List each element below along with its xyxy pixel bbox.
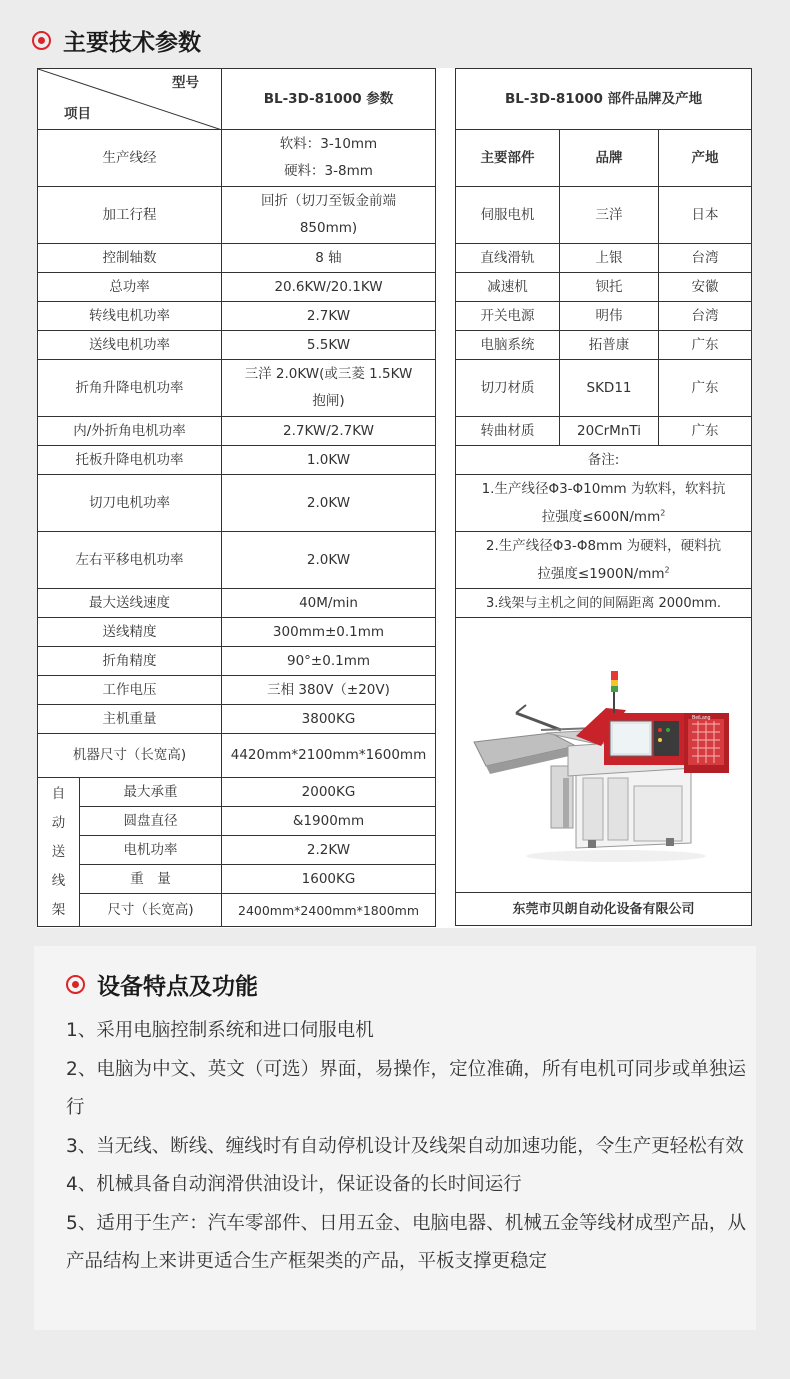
superscript: 2	[660, 508, 666, 518]
notes-title: 备注:	[456, 446, 752, 475]
row-label: 内/外折角电机功率	[38, 417, 222, 446]
parts-table-title: BL-3D-81000 部件品牌及产地	[456, 69, 752, 130]
group-char: 动	[51, 814, 66, 831]
row-value: 5.5KW	[222, 331, 436, 360]
row-value: 1.0KW	[222, 446, 436, 475]
row-label: 送线电机功率	[38, 331, 222, 360]
row-value: 20.6KW/20.1KW	[222, 273, 436, 302]
row-label: 托板升降电机功率	[38, 446, 222, 475]
list-item: 3、当无线、断线、缠线时有自动停机设计及线架自动加速功能，令生产更轻松有效	[66, 1135, 744, 1157]
row-label: 最大送线速度	[38, 589, 222, 618]
spec-table	[37, 68, 436, 927]
row-value: 3800KG	[222, 705, 436, 734]
group-row-label: 电机功率	[80, 836, 222, 865]
col-header-brand: 品牌	[560, 130, 659, 187]
row-label: 控制轴数	[38, 244, 222, 273]
brand-cell: 三洋	[560, 187, 659, 244]
note-text: 拉强度≤1900N/mm	[537, 566, 665, 582]
value-line: 三洋 2.0KW(或三菱 1.5KW	[244, 366, 413, 382]
value-line: 850mm)	[299, 220, 358, 236]
list-item: 4、机械具备自动润滑供油设计，保证设备的长时间运行	[66, 1174, 522, 1195]
part-cell: 直线滑轨	[456, 244, 560, 273]
origin-cell: 广东	[659, 360, 752, 417]
row-value: 2.7KW/2.7KW	[222, 417, 436, 446]
brand-cell: 明伟	[560, 302, 659, 331]
header-model-label: 型号	[172, 75, 199, 91]
row-label: 转线电机功率	[38, 302, 222, 331]
value-line: 回折（切刀至钣金前端	[261, 193, 396, 209]
list-item: 5、适用于生产：汽车零部件、日用五金、电脑电器、机械五金等线材成型产品，从产品结构上来讲更适合生产框架类的产品，平板支撑更稳定	[66, 1212, 746, 1272]
origin-cell: 广东	[659, 417, 752, 446]
note-2	[456, 532, 752, 589]
row-label: 生产线经	[38, 130, 222, 187]
list-item: 2、电脑为中文、英文（可选）界面，易操作，定位准确，所有电机可同步或单独运行	[66, 1058, 746, 1118]
group-row-value: 2000KG	[222, 778, 436, 807]
group-row-label: 重 量	[80, 865, 222, 894]
note-line: 2.生产线径Φ3-Φ8mm 为硬料，硬料抗	[485, 538, 722, 554]
row-label: 左右平移电机功率	[38, 532, 222, 589]
row-label: 切刀电机功率	[38, 475, 222, 532]
group-row-label: 最大承重	[80, 778, 222, 807]
group-row-value: 1600KG	[222, 865, 436, 894]
row-value: 三相 380V（±20V)	[222, 676, 436, 705]
group-row-value: 2400mm*2400mm*1800mm	[222, 894, 436, 927]
group-label-auto-feeder	[38, 778, 80, 927]
machine-brand-label: BeiLang	[692, 715, 711, 721]
part-cell: 电脑系统	[456, 331, 560, 360]
part-cell: 开关电源	[456, 302, 560, 331]
row-value: 300mm±0.1mm	[222, 618, 436, 647]
origin-cell: 广东	[659, 331, 752, 360]
origin-cell: 台湾	[659, 302, 752, 331]
wire-bending-machine-illustration	[456, 618, 752, 893]
row-value: 2.0KW	[222, 475, 436, 532]
part-cell: 减速机	[456, 273, 560, 302]
row-label: 折角升降电机功率	[38, 360, 222, 417]
value-line: 软料：3-10mm	[279, 136, 378, 152]
section-title-specs	[32, 24, 201, 57]
target-icon	[66, 975, 85, 994]
col-header-part: 主要部件	[456, 130, 560, 187]
header-diagonal-cell	[38, 69, 222, 130]
group-row-value: 2.2KW	[222, 836, 436, 865]
origin-cell: 台湾	[659, 244, 752, 273]
col-header-origin: 产地	[659, 130, 752, 187]
note-text: 拉强度≤600N/mm	[541, 509, 661, 525]
brand-cell: 上银	[560, 244, 659, 273]
note-line	[459, 503, 748, 531]
value-line: 硬料：3-8mm	[284, 163, 373, 179]
header-item-label: 项目	[64, 106, 91, 122]
row-value: 40M/min	[222, 589, 436, 618]
row-label: 主机重量	[38, 705, 222, 734]
company-name: 东莞市贝朗自动化设备有限公司	[456, 893, 752, 926]
part-cell: 切刀材质	[456, 360, 560, 417]
row-value	[222, 360, 436, 417]
header-model-col: BL-3D-81000 参数	[222, 69, 436, 130]
row-label: 总功率	[38, 273, 222, 302]
section-title-text: 设备特点及功能	[97, 974, 258, 1000]
superscript: 2	[664, 565, 670, 575]
note-1	[456, 475, 752, 532]
brand-cell: 20CrMnTi	[560, 417, 659, 446]
note-line: 1.生产线径Φ3-Φ10mm 为软料，软料抗	[481, 481, 726, 497]
row-label: 送线精度	[38, 618, 222, 647]
group-char: 自	[51, 785, 66, 802]
feature-list	[66, 1012, 746, 1282]
group-row-label: 尺寸（长宽高)	[80, 894, 222, 927]
part-cell: 伺服电机	[456, 187, 560, 244]
origin-cell: 安徽	[659, 273, 752, 302]
row-label: 机器尺寸（长宽高)	[38, 734, 222, 778]
group-char: 送	[51, 843, 66, 860]
group-row-label: 圆盘直径	[80, 807, 222, 836]
group-char: 线	[51, 872, 66, 889]
note-line	[459, 560, 748, 588]
row-value: 90°±0.1mm	[222, 647, 436, 676]
list-item: 1、采用电脑控制系统和进口伺服电机	[66, 1020, 374, 1041]
row-value: 8 轴	[222, 244, 436, 273]
parts-table	[455, 68, 752, 926]
row-value	[222, 187, 436, 244]
row-label: 加工行程	[38, 187, 222, 244]
part-cell: 转曲材质	[456, 417, 560, 446]
section-title-text: 主要技术参数	[63, 30, 201, 56]
brand-cell: 拓普康	[560, 331, 659, 360]
brand-cell: SKD11	[560, 360, 659, 417]
row-value: 2.7KW	[222, 302, 436, 331]
row-value: 2.0KW	[222, 532, 436, 589]
section-title-features	[66, 968, 258, 1001]
note-3: 3.线架与主机之间的间隔距离 2000mm.	[456, 589, 752, 618]
row-label: 工作电压	[38, 676, 222, 705]
target-icon	[32, 31, 51, 50]
group-char: 架	[51, 901, 66, 918]
brand-cell: 钡托	[560, 273, 659, 302]
value-line: 抱闸)	[312, 393, 345, 409]
group-row-value: &1900mm	[222, 807, 436, 836]
row-value: 4420mm*2100mm*1600mm	[222, 734, 436, 778]
origin-cell: 日本	[659, 187, 752, 244]
machine-image	[456, 618, 752, 893]
row-value	[222, 130, 436, 187]
row-label: 折角精度	[38, 647, 222, 676]
